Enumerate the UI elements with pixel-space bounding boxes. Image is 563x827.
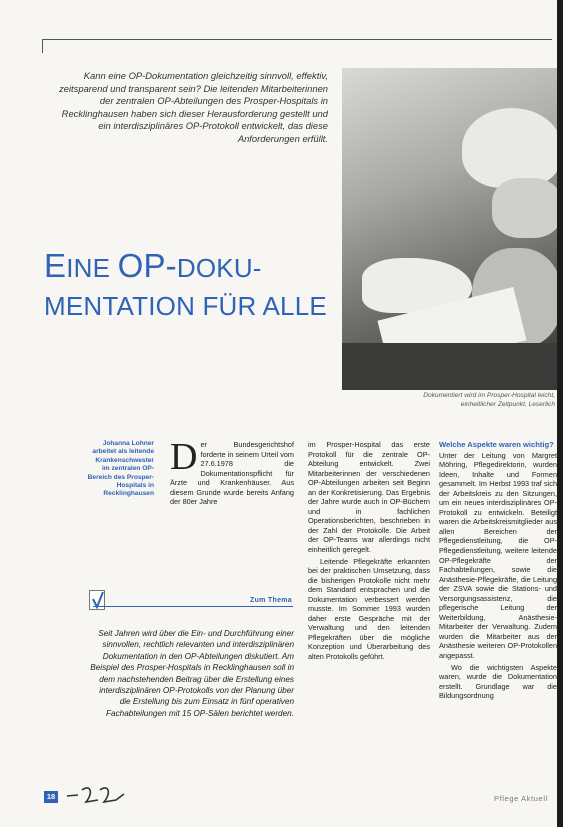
top-rule-tick: [42, 39, 43, 53]
footer-brand: Pflege Aktuell: [494, 794, 548, 803]
article-column-2: [308, 440, 430, 662]
teaser-text: Seit Jahren wird über die Ein- und Durchführung einer sinnvollen, rechtlich relevanten und interdisziplinären Dokumentation in den OP-Abteilungen diskutiert. Am Beispiel des Prosper-Hospitals in Recklinghausen soll in dem nachstehenden Beitrag über die Erstellung eines interdisziplinären OP-Protokolls von der Planung über die Erstellung bis zum Einsatz in fünf operativen Fachabteilungen mit 15 OP-Sälen berichtet werden.: [90, 629, 294, 718]
checkmark-icon: [89, 590, 105, 610]
photo-table-edge: [342, 343, 557, 390]
page-number: 18: [44, 791, 58, 803]
column-2-paragraph-1: im Prosper-Hospital das erste Protokoll für die zentrale OP-Abteilung entwickelt. Zwei Mitarbeiterinnen der verschiedenen OP-Abteilungen arbeiten seit Beginn an der Konkretisierung. Das Ergebnis der Jahre wurde auch in OP-Büchern und in fachlichen Operationsberichten, beschrieben in der Zahl der Protokolle. Die Arbeit der OP-Teams war allerdings nicht einheitlich geregelt.: [308, 440, 430, 555]
surgery-photo: [342, 68, 557, 390]
headline-cap: E: [44, 247, 67, 284]
top-rule: [42, 39, 552, 40]
headline: [44, 248, 344, 324]
column-3-paragraph-1: Unter der Leitung von Margret Möhring, Pflegedirektorin, wurden Ideen, Inhalte und Formen gesammelt. Im Herbst 1993 traf sich der Arbeitskreis zu den Sitzungen, um ein neues interdisziplinäres OP-Protokoll zu entwickeln. Beteiligt waren die Arbeitskreismitglieder aus allen Bereichen der Pflegedienstleitung, die OP-Pflegedienstleitung, weitere leitende OP-Pflegekräfte der Fachabteilungen, sowie die Anästhesie-Pflegekräfte, die Leitung der ZSVA sowie die Stations- und Versorgungsassistenz, die pflegerische Leitung der Weiterbildung, Anästhesie-Mitarbeiter der Verwaltung. Zudem wurden die Mitarbeiter aus der Anästhesie weiteren OP-Protokollen angepasst.: [439, 450, 557, 661]
zum-thema-label: Zum Thema: [250, 597, 292, 604]
photo-surgical-cap: [462, 108, 557, 188]
column-2-paragraph-2: Leitende Pflegekräfte erkannten bei der praktischen Umsetzung, dass die bisherigen Protokolle nicht mehr dem Standard entsprachen und die Dokumentation verbessert werden musste. Im Sommer 1993 wurden daher erste Gespräche mit der Verwaltung und den leitenden Pflegekräften über die mögliche Konzeption und Überarbeitung des alten Protokolls geführt.: [308, 556, 430, 662]
column-3-paragraph-2: Wo die wichtigsten Aspekte waren, wurde die Dokumentation erstellt. Grundlage war die Bildungsordnung: [439, 662, 557, 701]
headline-smallcaps-1: INE: [66, 253, 118, 283]
scan-edge: [557, 0, 563, 827]
zum-thema-rule: [93, 606, 293, 607]
photo-caption: Dokumentiert wird im Prosper-Hospital leicht, einheitlicher Zeitpunkt, Leserlich: [423, 392, 555, 408]
handwritten-mark-icon: [64, 782, 130, 806]
headline-cap-2: OP-: [117, 247, 177, 284]
photo-surgical-mask: [492, 178, 557, 238]
headline-line-2: MENTATION FÜR ALLE: [44, 291, 327, 321]
column-1-text: er Bundesgerichtshof forderte in seinem Urteil vom 27.6.1978 die Dokumentationspflicht für Ärzte und Krankenhäuser. Aus diesem Grunde wurde bereits Anfang der 80er Jahre: [170, 440, 294, 507]
section-heading: Welche Aspekte waren wichtig?: [439, 440, 554, 449]
headline-smallcaps-2: DOKU-: [176, 253, 262, 283]
article-column-1: [170, 436, 294, 507]
intro-text: Kann eine OP-Dokumentation gleichzeitig sinnvoll, effektiv, zeitsparend und transparent sein? Die leitenden Mitarbeiterinnen der zentralen OP-Abteilungen des Prosper-Hospitals in Recklinghausen haben sich dieser Herausforderung gestellt und ein interdisziplinäres OP-Protokoll entwickelt, das diese Anforderungen erfüllt.: [59, 70, 328, 144]
author-note: Johanna Lohner arbeitet als leitende Krankenschwester im zentralen OP-Bereich des Prosper-Hospitals in Recklinghausen: [87, 440, 154, 498]
drop-cap: D: [170, 436, 198, 478]
article-column-3: [439, 440, 557, 701]
